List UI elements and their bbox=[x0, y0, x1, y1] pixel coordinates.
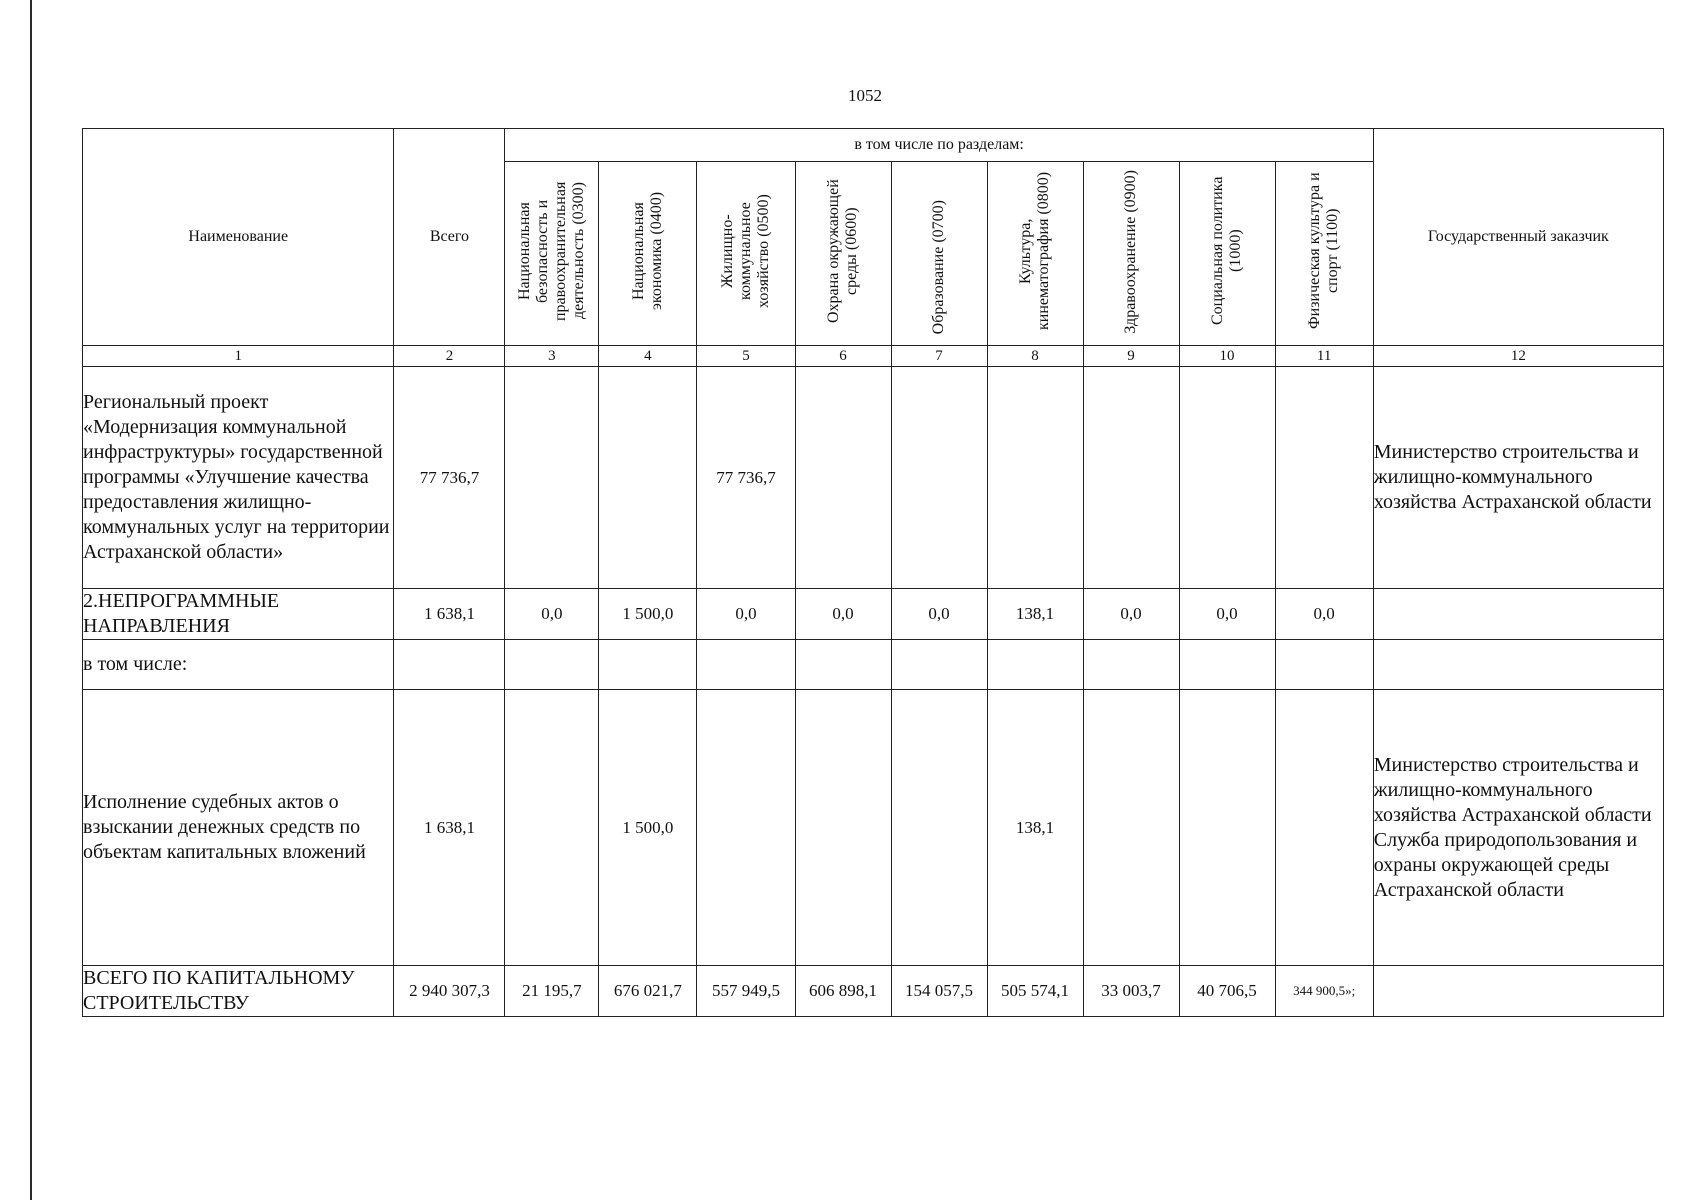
row-value-0800: 505 574,1 bbox=[987, 966, 1083, 1017]
row-value-1100 bbox=[1275, 690, 1373, 966]
row-name: в том числе: bbox=[83, 640, 394, 690]
row-value-0600 bbox=[795, 640, 891, 690]
row-total: 77 736,7 bbox=[394, 367, 505, 589]
row-value-0500 bbox=[697, 690, 795, 966]
column-number: 12 bbox=[1373, 346, 1663, 367]
row-value-0500: 557 949,5 bbox=[697, 966, 795, 1017]
column-number-row bbox=[83, 346, 1664, 367]
page-number: 1052 bbox=[848, 86, 882, 105]
row-value-0600 bbox=[795, 690, 891, 966]
row-value-0700 bbox=[891, 690, 987, 966]
row-name: Исполнение судебных актов о взыскании денежных средств по объектам капитальных вложений bbox=[83, 690, 394, 966]
row-value-0300 bbox=[505, 690, 599, 966]
row-value-1000: 40 706,5 bbox=[1179, 966, 1275, 1017]
row-value-0400: 1 500,0 bbox=[599, 690, 697, 966]
column-number: 4 bbox=[599, 346, 697, 367]
row-customer bbox=[1373, 640, 1663, 690]
column-number: 8 bbox=[987, 346, 1083, 367]
header-section-0500: Жилищно-коммунальное хозяйство (0500) bbox=[697, 162, 795, 346]
header-section-0400: Национальная экономика (0400) bbox=[599, 162, 697, 346]
row-value-0900 bbox=[1083, 690, 1179, 966]
column-number: 10 bbox=[1179, 346, 1275, 367]
table-row bbox=[83, 640, 1664, 690]
row-value-0400: 676 021,7 bbox=[599, 966, 697, 1017]
row-value-0500: 0,0 bbox=[697, 589, 795, 640]
row-value-0600 bbox=[795, 367, 891, 589]
row-value-0800 bbox=[987, 367, 1083, 589]
row-name: ВСЕГО ПО КАПИТАЛЬНОМУ СТРОИТЕЛЬСТВУ bbox=[83, 966, 394, 1017]
row-value-0700 bbox=[891, 640, 987, 690]
column-number: 1 bbox=[83, 346, 394, 367]
header-section-1100: Физическая культура и спорт (1100) bbox=[1275, 162, 1373, 346]
row-name: Региональный проект «Модернизация коммунальной инфраструктуры» государственной программы «Улучшение качества предоставления жилищно-коммунальных услуг на территории Астраханской области» bbox=[83, 367, 394, 589]
header-section-0900: Здравоохранение (0900) bbox=[1083, 162, 1179, 346]
header-section-0600: Охрана окружающей среды (0600) bbox=[795, 162, 891, 346]
row-value-0400 bbox=[599, 640, 697, 690]
row-value-0300 bbox=[505, 640, 599, 690]
row-total: 1 638,1 bbox=[394, 690, 505, 966]
header-section-0700: Образование (0700) bbox=[891, 162, 987, 346]
header-section-0300: Национальная безопасность и правоохранительная деятельность (0300) bbox=[505, 162, 599, 346]
row-total: 1 638,1 bbox=[394, 589, 505, 640]
header-sections-group: в том числе по разделам: bbox=[505, 129, 1373, 162]
row-value-1100 bbox=[1275, 640, 1373, 690]
column-number: 9 bbox=[1083, 346, 1179, 367]
row-value-0900 bbox=[1083, 640, 1179, 690]
row-value-1000 bbox=[1179, 640, 1275, 690]
capital-construction-table bbox=[82, 128, 1664, 1017]
binding-line bbox=[30, 0, 32, 1200]
row-name: 2.НЕПРОГРАММНЫЕ НАПРАВЛЕНИЯ bbox=[83, 589, 394, 640]
row-value-1100 bbox=[1275, 367, 1373, 589]
row-value-0600: 606 898,1 bbox=[795, 966, 891, 1017]
row-value-1000: 0,0 bbox=[1179, 589, 1275, 640]
row-value-0900 bbox=[1083, 367, 1179, 589]
row-value-0800 bbox=[987, 640, 1083, 690]
header-total: Всего bbox=[394, 129, 505, 346]
row-value-0300: 0,0 bbox=[505, 589, 599, 640]
row-value-0700: 154 057,5 bbox=[891, 966, 987, 1017]
header-name: Наименование bbox=[83, 129, 394, 346]
row-total bbox=[394, 640, 505, 690]
table-row bbox=[83, 690, 1664, 966]
table-row bbox=[83, 966, 1664, 1017]
row-customer: Министерство строительства и жилищно-коммунального хозяйства Астраханской области Служба природопользования и охраны окружающей среды Астраханской области bbox=[1373, 690, 1663, 966]
row-value-0800: 138,1 bbox=[987, 589, 1083, 640]
header-customer: Государственный заказчик bbox=[1373, 129, 1663, 346]
row-value-1000 bbox=[1179, 690, 1275, 966]
column-number: 7 bbox=[891, 346, 987, 367]
row-value-0400 bbox=[599, 367, 697, 589]
row-value-0700 bbox=[891, 367, 987, 589]
table-row bbox=[83, 589, 1664, 640]
row-value-0300: 21 195,7 bbox=[505, 966, 599, 1017]
column-number: 6 bbox=[795, 346, 891, 367]
column-number: 3 bbox=[505, 346, 599, 367]
row-value-0800: 138,1 bbox=[987, 690, 1083, 966]
header-section-0800: Культура, кинематография (0800) bbox=[987, 162, 1083, 346]
row-value-1100: 344 900,5»; bbox=[1275, 966, 1373, 1017]
row-value-0700: 0,0 bbox=[891, 589, 987, 640]
row-value-0500 bbox=[697, 640, 795, 690]
row-value-0300 bbox=[505, 367, 599, 589]
row-total: 2 940 307,3 bbox=[394, 966, 505, 1017]
header-section-1000: Социальная политика (1000) bbox=[1179, 162, 1275, 346]
row-value-0600: 0,0 bbox=[795, 589, 891, 640]
row-customer bbox=[1373, 589, 1663, 640]
row-value-0400: 1 500,0 bbox=[599, 589, 697, 640]
row-value-0500: 77 736,7 bbox=[697, 367, 795, 589]
row-value-0900: 33 003,7 bbox=[1083, 966, 1179, 1017]
row-value-1000 bbox=[1179, 367, 1275, 589]
table-row bbox=[83, 367, 1664, 589]
row-value-0900: 0,0 bbox=[1083, 589, 1179, 640]
row-customer bbox=[1373, 966, 1663, 1017]
column-number: 11 bbox=[1275, 346, 1373, 367]
column-number: 5 bbox=[697, 346, 795, 367]
column-number: 2 bbox=[394, 346, 505, 367]
row-value-1100: 0,0 bbox=[1275, 589, 1373, 640]
row-customer: Министерство строительства и жилищно-коммунального хозяйства Астраханской области bbox=[1373, 367, 1663, 589]
